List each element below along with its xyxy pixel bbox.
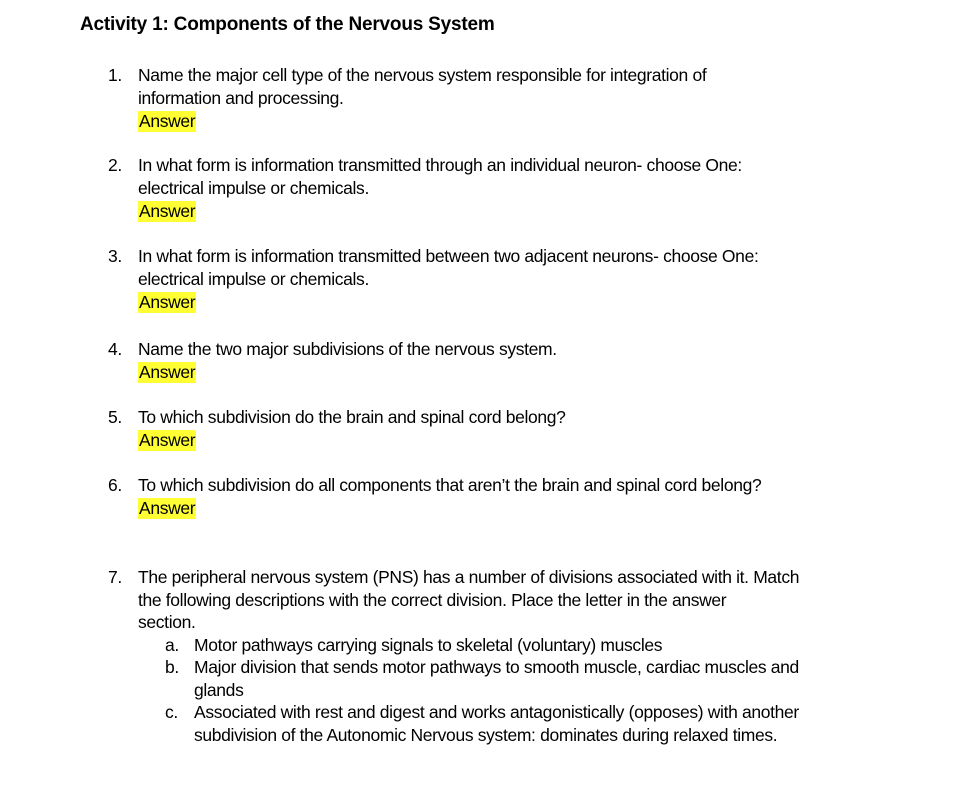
answer-field[interactable]: Answer: [139, 498, 196, 518]
question-number: 6.: [108, 475, 122, 495]
answer-field[interactable]: Answer: [139, 111, 196, 131]
sub-item-b: [165, 656, 898, 701]
question-number: 4.: [108, 339, 122, 359]
question-3: [108, 245, 898, 314]
question-text-line: Name the two major subdivisions of the nervous system.: [138, 339, 557, 359]
question-text-line: To which subdivision do all components that aren’t the brain and spinal cord belong?: [138, 475, 762, 495]
sub-item-text-line: Associated with rest and digest and works antagonistically (opposes) with another: [194, 702, 799, 722]
answer-field[interactable]: Answer: [139, 292, 196, 312]
page-title: Activity 1: Components of the Nervous System: [80, 14, 495, 35]
question-text-line: To which subdivision do the brain and spinal cord belong?: [138, 407, 566, 427]
sub-item-letter: c.: [165, 702, 178, 722]
question-number: 3.: [108, 246, 122, 266]
question-text-line: Name the major cell type of the nervous system responsible for integration of: [138, 65, 707, 85]
question-text-line: In what form is information transmitted through an individual neuron- choose One:: [138, 155, 742, 175]
question-7: [108, 566, 898, 746]
sub-item-a: [165, 634, 898, 657]
answer-field[interactable]: Answer: [139, 430, 196, 450]
question-text-line: The peripheral nervous system (PNS) has a number of divisions associated with it. Match: [138, 567, 800, 587]
question-number: 2.: [108, 155, 122, 175]
answer-field[interactable]: Answer: [139, 201, 196, 221]
sub-item-letter: b.: [165, 657, 179, 677]
question-number: 5.: [108, 407, 122, 427]
sub-item-text-line: Motor pathways carrying signals to skeletal (voluntary) muscles: [194, 634, 663, 655]
question-text-line: In what form is information transmitted between two adjacent neurons- choose One:: [138, 246, 759, 266]
question-6: [108, 474, 898, 520]
sub-item-text-line: Major division that sends motor pathways to smooth muscle, cardiac muscles and: [194, 657, 799, 677]
sub-item-letter: a.: [165, 634, 179, 655]
answer-field[interactable]: Answer: [139, 362, 196, 382]
question-text-line: section.: [138, 612, 196, 632]
question-2: [108, 154, 898, 223]
sub-item-text-line: subdivision of the Autonomic Nervous system: dominates during relaxed times.: [194, 724, 778, 745]
question-1: [108, 64, 898, 133]
question-number: 7.: [108, 567, 122, 587]
question-text-line: information and processing.: [138, 88, 344, 108]
question-5: [108, 406, 898, 452]
sub-item-text-line: glands: [194, 679, 244, 700]
question-text-line: the following descriptions with the correct division. Place the letter in the answer: [138, 589, 727, 610]
question-4: [108, 338, 898, 384]
question-text-line: electrical impulse or chemicals.: [138, 269, 369, 289]
sub-item-c: [165, 701, 898, 746]
question-text-line: electrical impulse or chemicals.: [138, 178, 369, 198]
question-number: 1.: [108, 65, 122, 85]
